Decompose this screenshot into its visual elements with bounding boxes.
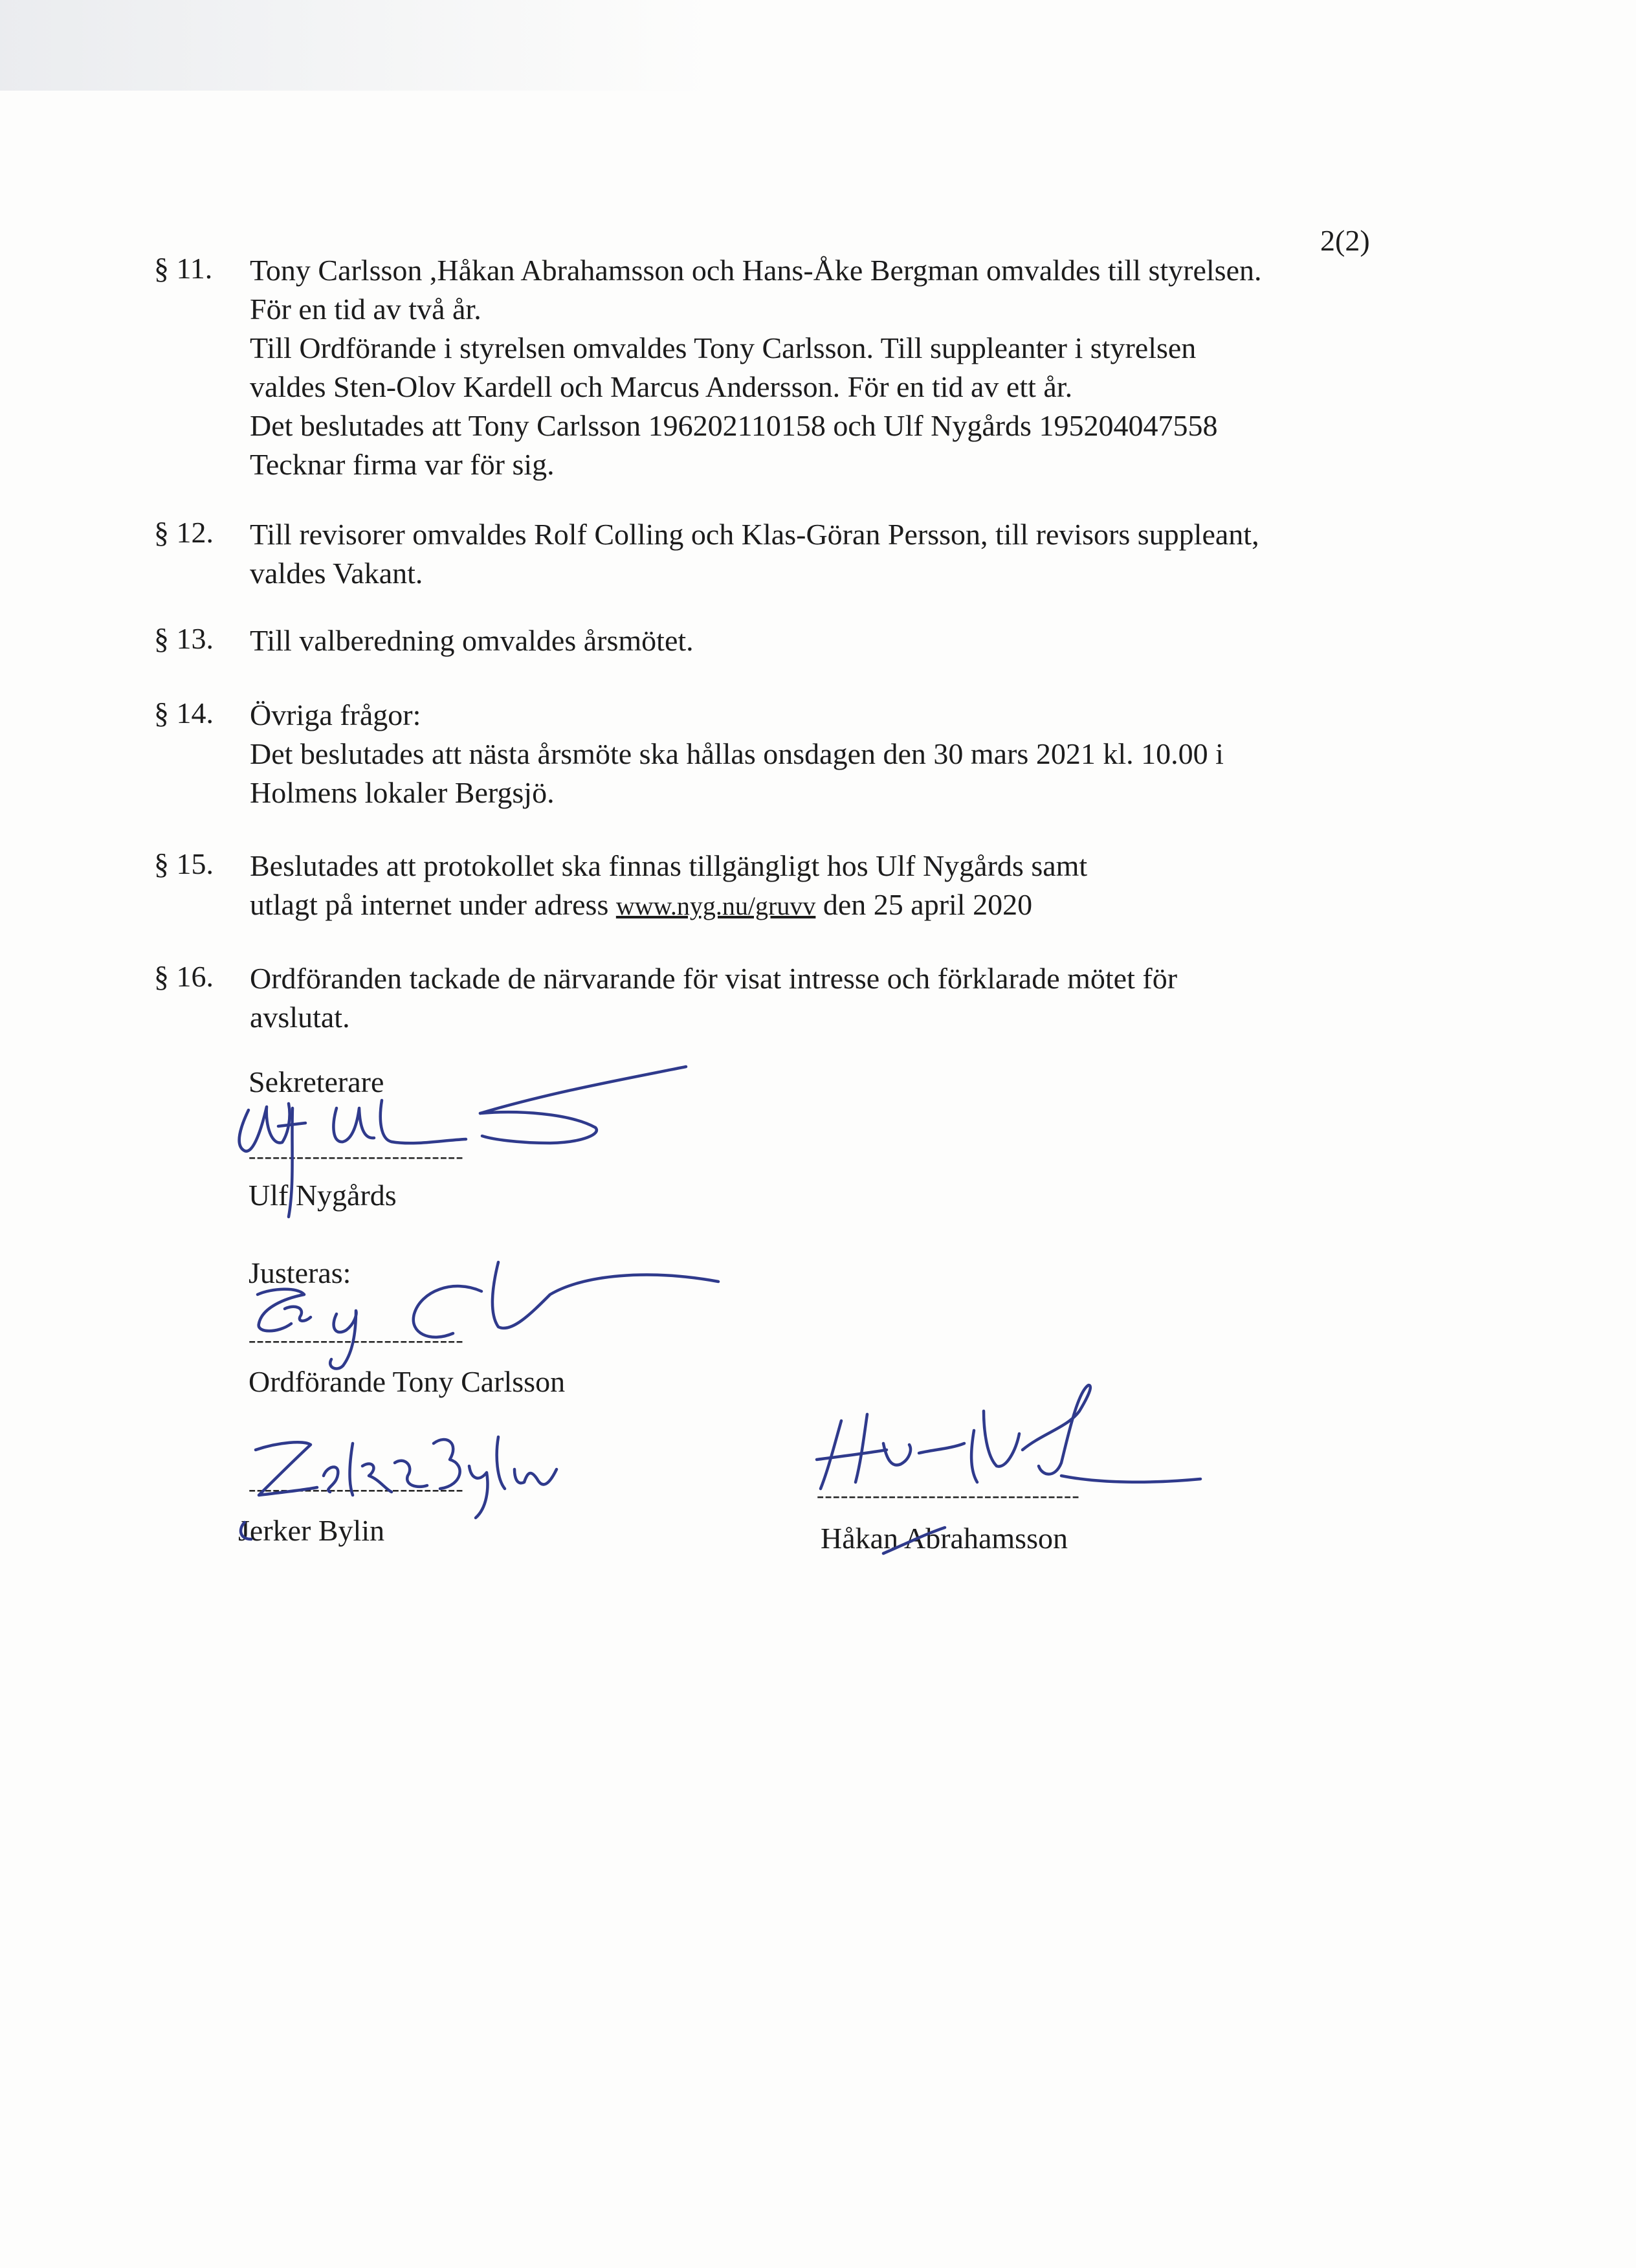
secretary-signature-line: ---------------------------: [249, 1144, 464, 1168]
section-15-line2-pre: utlagt på internet under adress: [250, 888, 616, 921]
section-11-body: [250, 251, 1415, 484]
chair-signature-line: ---------------------------: [249, 1328, 464, 1352]
section-13-body: [250, 621, 1415, 660]
section-number-11: § 11.: [154, 252, 213, 285]
justeras-heading: Justeras:: [249, 1256, 351, 1289]
section-12-line: valdes Vakant.: [250, 557, 423, 590]
abrahamsson-name: Håkan Abrahamsson: [821, 1522, 1068, 1555]
section-number-14: § 14.: [154, 696, 214, 729]
section-number-12: § 12.: [154, 516, 214, 549]
bylin-name: Jerker Bylin: [238, 1514, 385, 1547]
section-14-line: Det beslutades att nästa årsmöte ska hållas onsdagen den 30 mars 2021 kl. 10.00 i: [250, 737, 1224, 770]
section-15-line: Beslutades att protokollet ska finnas tillgängligt hos Ulf Nygårds samt: [250, 849, 1088, 882]
section-11-line: valdes Sten-Olov Kardell och Marcus Andersson. För en tid av ett år.: [250, 370, 1073, 403]
page-number: 2(2): [1320, 224, 1370, 257]
section-12-line: Till revisorer omvaldes Rolf Colling och Klas-Göran Persson, till revisors suppleant,: [250, 518, 1259, 551]
web-address-link[interactable]: www.nyg.nu/gruvv: [615, 891, 816, 920]
secretary-name: Ulf Nygårds: [249, 1179, 397, 1212]
section-11-line: Det beslutades att Tony Carlsson 196202110158 och Ulf Nygårds 195204047558: [250, 409, 1218, 442]
section-number-15: § 15.: [154, 847, 214, 880]
section-16-body: [250, 959, 1415, 1037]
section-12-body: [250, 515, 1415, 593]
section-11-line: Till Ordförande i styrelsen omvaldes Tony Carlsson. Till suppleanter i styrelsen: [250, 331, 1197, 364]
section-14-body: [250, 696, 1415, 812]
section-16-line: avslutat.: [250, 1001, 350, 1034]
section-14-line: Övriga frågor:: [250, 698, 421, 731]
secretary-heading: Sekreterare: [249, 1065, 384, 1098]
scan-shadow: [0, 0, 712, 91]
section-number-13: § 13.: [154, 622, 214, 655]
section-15-line2-post: den 25 april 2020: [815, 888, 1033, 921]
section-13-line: Till valberedning omvaldes årsmötet.: [250, 624, 694, 657]
section-15-body: [250, 847, 1415, 926]
section-15-line: [250, 885, 1415, 926]
section-11-line: För en tid av två år.: [250, 293, 481, 326]
section-number-16: § 16.: [154, 960, 214, 993]
chair-name: Ordförande Tony Carlsson: [249, 1365, 566, 1398]
section-11-line: Tony Carlsson ,Håkan Abrahamsson och Hans-Åke Bergman omvaldes till styrelsen.: [250, 254, 1262, 287]
bylin-signature-line: ---------------------------: [249, 1477, 464, 1501]
section-14-line: Holmens lokaler Bergsjö.: [250, 776, 555, 809]
section-11-line: Tecknar firma var för sig.: [250, 448, 555, 481]
abrahamsson-signature-line: ---------------------------------: [817, 1484, 1080, 1507]
section-16-line: Ordföranden tackade de närvarande för visat intresse och förklarade mötet för: [250, 962, 1178, 995]
